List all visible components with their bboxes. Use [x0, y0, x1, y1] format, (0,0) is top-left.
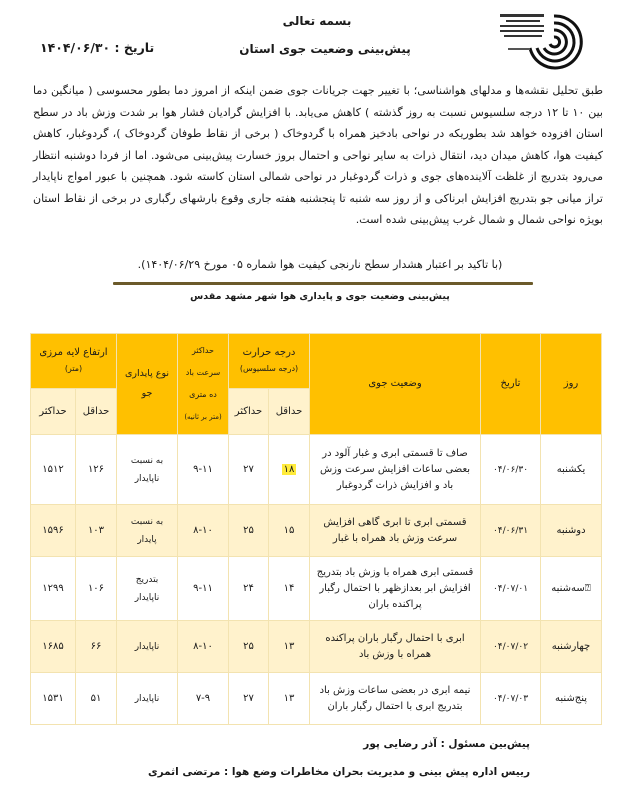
header-wind-speed	[178, 334, 229, 435]
row-day: یکشنبه	[541, 435, 602, 505]
row-boundary-max: ۱۶۸۵	[31, 621, 76, 673]
wind-label-1: حداکثر	[191, 346, 214, 355]
temperature-label: درجه حرارت	[242, 347, 296, 358]
row-boundary-max: ۱۲۹۹	[31, 557, 76, 621]
row-date: ۰۴/۰۷/۰۳	[481, 673, 541, 725]
boundary-unit: (متر)	[64, 364, 83, 373]
wind-label-4: (متر بر ثانیه)	[184, 413, 222, 421]
row-temp-max: ۲۵	[229, 621, 269, 673]
table-row	[31, 505, 602, 557]
page-title: پیش‌بینی وضعیت جوی استان	[239, 42, 411, 56]
forecast-table	[30, 333, 602, 725]
stability-line-2: ناپایدار	[134, 592, 160, 603]
wind-label-2: سرعت باد	[185, 368, 221, 377]
highlighted-temp-min: ۱۸	[283, 464, 295, 475]
table-row	[31, 673, 602, 725]
boundary-label: ارتفاع لایه مرزی	[39, 347, 108, 358]
stability-label-1: نوع پایداری	[124, 368, 170, 379]
row-wind: ۹-۱۱	[178, 435, 229, 505]
divider-rule	[113, 282, 533, 285]
row-boundary-min: ۱۰۶	[76, 557, 117, 621]
row-stability	[117, 673, 178, 725]
row-boundary-min: ۱۲۶	[76, 435, 117, 505]
row-condition: ابری با احتمال رگبار باران پراکنده همراه با وزش باد	[310, 621, 481, 673]
stability-line-1: ناپایدار	[134, 641, 160, 652]
table-row	[31, 557, 602, 621]
row-day: چهارشنبه	[541, 621, 602, 673]
row-date: ۰۴/۰۷/۰۲	[481, 621, 541, 673]
header-temp-min: حداقل	[269, 389, 310, 435]
department-head-signature: رییس اداره پیش بینی و مدیریت بحران مخاطرات وضع هوا : مرتضی اثمری	[147, 766, 530, 778]
forecast-paragraph: طبق تحلیل نقشه‌ها و مدلهای هواشناسی؛ با تغییر جهت جریانات جوی ضمن اینکه از امروز دما بطور محسوسی ( میانگین دما بین ۱۰ تا ۱۲ درجه سلسیوس نسبت به روز گذشته ) کاهش می‌یابد. با افزایش گرادیان فشار هوا بر شدت وزش باد در سطح استان افزوده خواهد شد بطوریکه در نواحی بادخیز همراه با گردوخاک ( برخی از نقاط طوفان گردوخاک )، گردوغبار، کاهش کیفیت هوا، کاهش میدان دید، انتقال ذرات به سایر نواحی و احتمال بروز خسارت پیش‌بینی می‌شود. اما از فردا دوشنبه انتظار می‌رود بتدریج از غلظت آلاینده‌های جوی و ذرات گردوغبار در نواحی شمالی استان کاسته شود. همچنین با عبور امواج ناپایدار تراز میانی جو بتدریج افزایش ابرناکی و از روز سه شنبه تا پنجشنبه هفته جاری وقوع بارشهای رگباری در برخی از نقاط استان بویژه نواحی شمال و شمال غرب پیش‌بینی شده است.	[33, 84, 603, 226]
air-quality-warning-note: (با تاکید بر اعتبار هشدار سطح نارنجی کیفیت هوا شماره ۰۵ مورخ ۱۴۰۴/۰۶/۲۹).	[137, 258, 503, 271]
row-boundary-min: ۶۶	[76, 621, 117, 673]
row-temp-min	[269, 435, 310, 505]
row-wind: ۷-۹	[178, 673, 229, 725]
row-temp-min: ۱۵	[269, 505, 310, 557]
table-row	[31, 435, 602, 505]
row-boundary-max: ۱۵۳۱	[31, 673, 76, 725]
header-boundary-max: حداکثر	[31, 389, 76, 435]
stability-line-1: به نسبت	[130, 455, 164, 466]
stability-line-1: بتدریج	[135, 574, 159, 585]
row-stability	[117, 557, 178, 621]
stability-line-2: پایدار	[137, 534, 157, 545]
row-day: پنج‌شنبه	[541, 673, 602, 725]
row-temp-min: ۱۳	[269, 621, 310, 673]
row-date: ۰۴/۰۶/۳۰	[481, 435, 541, 505]
row-condition: نیمه ابری در بعضی ساعات وزش باد بتدریج ابری با احتمال رگبار باران	[310, 673, 481, 725]
row-wind: ۸-۱۰	[178, 505, 229, 557]
row-wind: ۸-۱۰	[178, 621, 229, 673]
header-stability	[117, 334, 178, 435]
row-boundary-min: ۵۱	[76, 673, 117, 725]
date-label: تاریخ :	[114, 40, 155, 55]
temperature-unit: (درجه سلسیوس)	[239, 364, 299, 373]
row-stability	[117, 621, 178, 673]
row-condition: صاف تا قسمتی ابری و غبار آلود در بعضی ساعات افزایش سرعت وزش باد و افزایش ذرات گردوغبار	[310, 435, 481, 505]
row-condition: قسمتی ابری همراه با وزش باد بتدریج افزایش ابر بعدازظهر با احتمال رگبار پراکنده باران	[310, 557, 481, 621]
row-boundary-max: ۱۵۹۶	[31, 505, 76, 557]
table-title: پیش‌بینی وضعیت جوی و پایداری هوا شهر مشهد مقدس	[190, 291, 450, 302]
header-date: تاریخ	[481, 334, 541, 435]
row-date: ۰۴/۰۷/۰۱	[481, 557, 541, 621]
header-temperature	[229, 334, 310, 389]
header-boundary-min: حداقل	[76, 389, 117, 435]
row-temp-max: ۲۷	[229, 673, 269, 725]
row-wind: ۹-۱۱	[178, 557, 229, 621]
stability-label-2: جو	[141, 388, 153, 399]
row-temp-max: ۲۴	[229, 557, 269, 621]
row-temp-max: ۲۷	[229, 435, 269, 505]
bismillah-heading: بسمه تعالی	[282, 14, 352, 28]
stability-line-1: به نسبت	[130, 516, 164, 527]
row-boundary-min: ۱۰۳	[76, 505, 117, 557]
row-temp-min: ۱۳	[269, 673, 310, 725]
stability-line-1: ناپایدار	[134, 693, 160, 704]
forecaster-signature: پیش‌بین مسئول : آذر رضایی پور	[363, 738, 530, 750]
row-boundary-max: ۱۵۱۲	[31, 435, 76, 505]
wind-label-3: ده متری	[189, 390, 217, 399]
header-temp-max: حداکثر	[229, 389, 269, 435]
row-date: ۰۴/۰۶/۳۱	[481, 505, 541, 557]
row-temp-min: ۱۴	[269, 557, 310, 621]
row-stability	[117, 505, 178, 557]
header-day: روز	[541, 334, 602, 435]
header-boundary-layer	[31, 334, 117, 389]
stability-line-2: ناپایدار	[134, 473, 160, 484]
row-day: ⍰سه‌شنبه	[541, 557, 602, 621]
row-day: دوشنبه	[541, 505, 602, 557]
table-row	[31, 621, 602, 673]
date-value: ۱۴۰۴/۰۶/۳۰	[40, 40, 111, 55]
row-stability	[117, 435, 178, 505]
row-condition: قسمتی ابری تا ابری گاهی افزایش سرعت وزش باد همراه با غبار	[310, 505, 481, 557]
row-temp-max: ۲۵	[229, 505, 269, 557]
header-condition: وضعیت جوی	[310, 334, 481, 435]
issue-date	[40, 40, 230, 55]
